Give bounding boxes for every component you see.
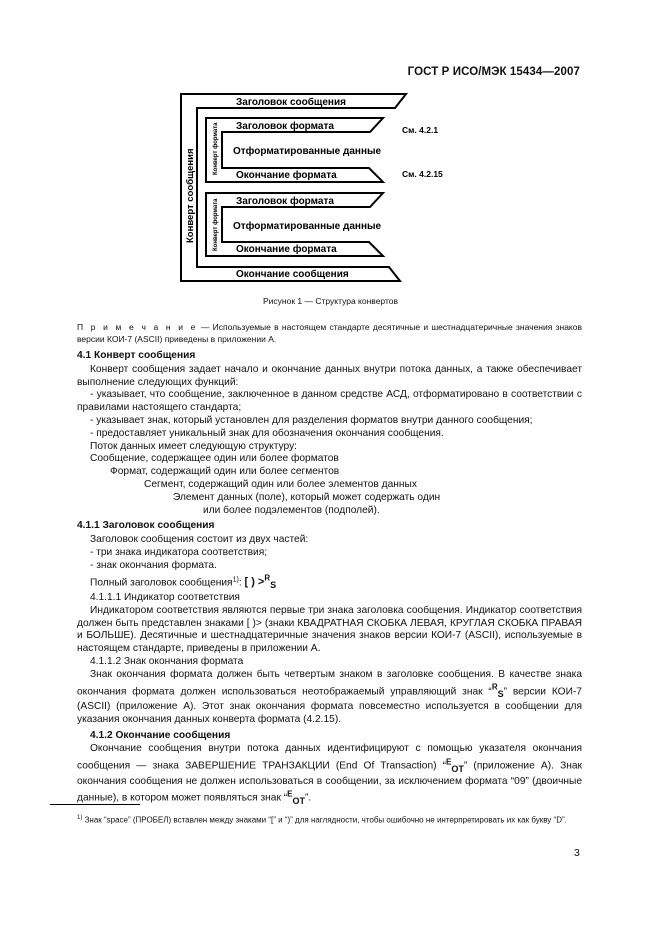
section-4-1-2-text-c: ”. bbox=[304, 793, 312, 805]
note bbox=[77, 321, 582, 345]
footnote-text: Знак “space” (ПРОБЕЛ) вставлен между знаками “[” и “)” для наглядности, чтобы ошибочно не интерпретировать их как букву “D”. bbox=[82, 815, 567, 825]
structure-line-4b: или более подэлементов (подполей). bbox=[203, 504, 380, 516]
footnote-mark: 1) bbox=[77, 815, 83, 821]
page-number: 3 bbox=[574, 847, 580, 859]
compliance-indicator-symbol: [ ) > bbox=[244, 576, 265, 589]
eot-symbol-ot: OT bbox=[292, 796, 305, 807]
rs-symbol-s: S bbox=[497, 689, 504, 700]
structure-line-3: Сегмент, содержащий один или более элементов данных bbox=[144, 478, 417, 490]
section-4-1-para-1: Конверт сообщения задает начало и окончание данных внутри потока данных, а также обеспечивает выполнение следующих функций: bbox=[77, 363, 582, 388]
eot-symbol-ot: OT bbox=[451, 763, 464, 774]
section-4-1-2-text-b: ” (приложение А). Знак окончания сообщения не должен использоваться в сообщении, за исключением формата “09” (двоичные данные), в котором может появляться знак “ bbox=[77, 760, 582, 805]
footnote-separator bbox=[50, 804, 140, 805]
section-4-1-bullet-2: - указывает знак, который установлен для разделения форматов внутри данного сообщения; bbox=[90, 414, 533, 426]
document-header: ГОСТ Р ИСО/МЭК 15434—2007 bbox=[407, 66, 580, 78]
label-message-envelope: Конверт сообщения bbox=[185, 148, 196, 243]
bar-format-end-2: Окончание формата bbox=[236, 244, 337, 255]
rs-symbol-r: R bbox=[491, 682, 498, 692]
bar-format-end-1: Окончание формата bbox=[236, 170, 337, 181]
rs-symbol bbox=[491, 682, 504, 700]
full-header-symbol bbox=[244, 573, 277, 591]
footnote-ref: 1) bbox=[232, 575, 239, 583]
section-4-1-1-title: 4.1.1 Заголовок сообщения bbox=[77, 520, 215, 532]
rs-symbol-r: R bbox=[264, 573, 271, 583]
eot-symbol-2 bbox=[287, 789, 305, 807]
ref-4-2-1: См. 4.2.1 bbox=[402, 125, 439, 135]
bar-format-data-1: Отформатированные данные bbox=[233, 146, 382, 157]
section-4-1-para-2: Поток данных имеет следующую структуру: bbox=[90, 440, 297, 452]
section-4-1-1-2-title: 4.1.1.2 Знак окончания формата bbox=[90, 655, 244, 667]
bar-message-end: Окончание сообщения bbox=[236, 269, 349, 280]
section-4-1-1-2-text bbox=[77, 669, 582, 727]
label-format-envelope-1: Конверт формата bbox=[213, 122, 219, 175]
structure-line-2: Формат, содержащий один или более сегментов bbox=[110, 466, 340, 478]
section-4-1-2-text-a: Окончание сообщения внутри потока данных идентифицируют с помощью указателя окончания сообщения — знака ЗАВЕРШЕНИЕ ТРАНЗАКЦИИ (End Of Transaction) “ bbox=[77, 743, 582, 772]
full-header-text: Полный заголовок сообщения bbox=[90, 577, 233, 589]
section-4-1-bullet-3: - предоставляет уникальный знак для обозначения окончания сообщения. bbox=[90, 427, 444, 439]
bar-format-header-1: Заголовок формата bbox=[236, 121, 334, 132]
section-4-1-1-1-text: Индикатором соответствия являются первые три знака заголовка сообщения. Индикатор соответствия должен быть представлен знаками [ )> (знаки КВАДРАТНАЯ СКОБКА ЛЕВАЯ, КРУГЛАЯ СКОБКА ПРАВАЯ и БОЛЬШЕ). Десятичные и шестнадцатеричные значения знаков версии КОИ-7 (ASCII), используемые в настоящем стандарте, приведены в приложении А. bbox=[77, 604, 582, 655]
full-header-line bbox=[77, 573, 582, 592]
section-4-1-1-1-title: 4.1.1.1 Индикатор соответствия bbox=[90, 592, 240, 603]
section-4-1-1-2-text-a: Знак окончания формата должен быть четвертым знаком в заголовке сообщения. В качестве знака окончания формата должен использоваться неотображаемый управляющий знак “ bbox=[77, 668, 582, 698]
ref-4-2-15: См. 4.2.15 bbox=[402, 169, 443, 179]
bar-format-data-2: Отформатированные данные bbox=[233, 221, 382, 232]
note-text: — Используемые в настоящем стандарте десятичные и шестнадцатеричные значения знаков версии КОИ-7 (ASCII) приведены в приложении А. bbox=[77, 322, 582, 344]
eot-symbol-e: E bbox=[287, 789, 293, 799]
structure-line-1: Сообщение, содержащее один или более форматов bbox=[90, 453, 339, 465]
bar-message-header: Заголовок сообщения bbox=[236, 97, 346, 108]
section-4-1-2-text bbox=[77, 743, 582, 808]
note-lead: П р и м е ч а н и е bbox=[77, 322, 198, 332]
section-4-1-bullet-1: - указывает, что сообщение, заключенное в данном средстве АСД, отформатировано в соответствии с правилами настоящего стандарта; bbox=[77, 389, 582, 414]
full-header-colon: : bbox=[238, 577, 245, 589]
body-text bbox=[77, 347, 582, 808]
section-4-1-1-2-text-b: ” версии КОИ-7 (ASCII) (приложение А). Этот знак окончания формата повсеместно используется в сообщении для указания окончания данных конверта формата (4.2.15). bbox=[77, 686, 582, 725]
section-4-1-1-bullet-2: - знак окончания формата. bbox=[90, 559, 217, 571]
footnote bbox=[77, 813, 582, 826]
bar-format-header-2: Заголовок формата bbox=[236, 196, 334, 207]
figure-caption: Рисунок 1 — Структура конвертов bbox=[262, 296, 399, 306]
rs-symbol-s: S bbox=[270, 580, 277, 591]
structure-line-4a: Элемент данных (поле), который может содержать один bbox=[173, 491, 441, 503]
label-format-envelope-2: Конверт формата bbox=[213, 198, 219, 251]
section-4-1-2-title: 4.1.2 Окончание сообщения bbox=[90, 729, 231, 741]
eot-symbol-1 bbox=[446, 757, 464, 774]
section-4-1-title: 4.1 Конверт сообщения bbox=[77, 350, 196, 361]
section-4-1-1-bullet-1: - три знака индикатора соответствия; bbox=[90, 546, 268, 558]
section-4-1-1-para: Заголовок сообщения состоит из двух частей: bbox=[90, 534, 309, 546]
eot-symbol-e: E bbox=[446, 757, 452, 767]
envelope-structure-diagram bbox=[0, 0, 661, 300]
